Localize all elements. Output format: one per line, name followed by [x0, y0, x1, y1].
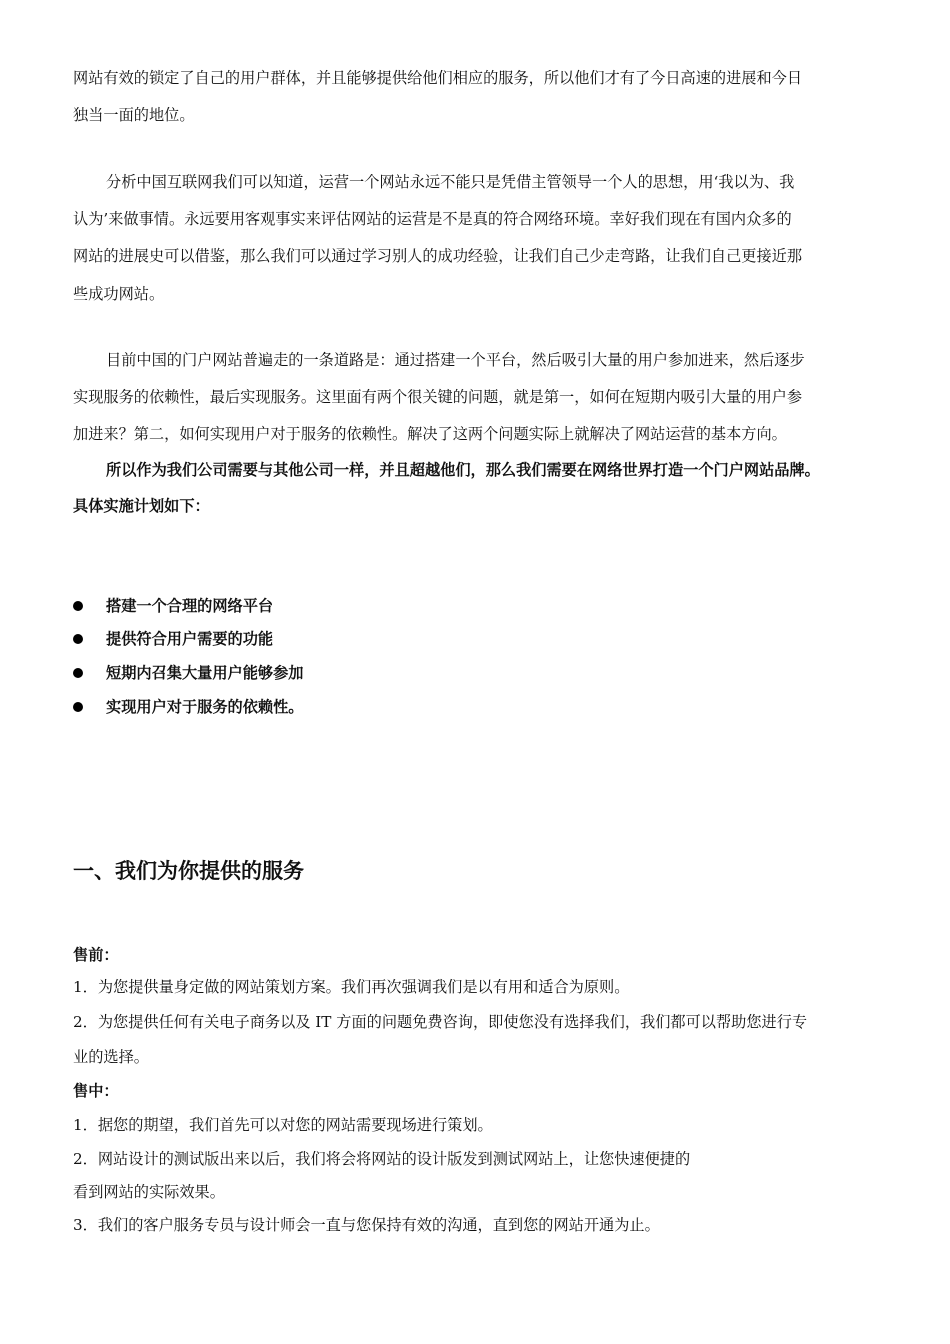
- intro-paragraph-2-line-2: 认为’来做事情。永远要用客观事实来评估网站的运营是不是真的符合网络环境。幸好我们现在有国内众多的: [73, 210, 792, 228]
- plan-list-item-text: 提供符合用户需要的功能: [106, 630, 274, 648]
- plan-list-item-text: 短期内召集大量用户能够参加: [106, 664, 304, 682]
- intro-paragraph-2-line-4: 些成功网站。: [73, 285, 165, 303]
- bullet-icon: [73, 668, 83, 678]
- insale-label: 售中：: [73, 1082, 119, 1100]
- presale-label: 售前：: [73, 946, 119, 964]
- bullet-icon: [73, 634, 83, 644]
- plan-list-item: [73, 629, 573, 651]
- insale-item-2-line-1: 2．网站设计的测试版出来以后，我们将会将网站的设计版发到测试网站上，让您快速便捷的: [73, 1150, 691, 1168]
- plan-list-item: [73, 596, 573, 618]
- intro-paragraph-1-line-2: 独当一面的地位。: [73, 106, 195, 124]
- intro-paragraph-3-line-1: 目前中国的门户网站普遍走的一条道路是：通过搭建一个平台，然后吸引大量的用户参加进来，然后逐步: [106, 351, 805, 369]
- plan-list-item: [73, 697, 573, 719]
- intro-paragraph-1-line-1: 网站有效的锁定了自己的用户群体，并且能够提供给他们相应的服务，所以他们才有了今日高速的进展和今日: [73, 69, 802, 87]
- plan-list-item-text: 实现用户对于服务的依赖性。: [106, 698, 304, 716]
- insale-item-3: 3．我们的客户服务专员与设计师会一直与您保持有效的沟通，直到您的网站开通为止。: [73, 1216, 660, 1234]
- presale-item-2-line-2: 业的选择。: [73, 1048, 149, 1066]
- plan-statement-line-1: 所以作为我们公司需要与其他公司一样，并且超越他们，那么我们需要在网络世界打造一个门户网站品牌。: [106, 461, 820, 479]
- intro-paragraph-2-line-1: 分析中国互联网我们可以知道，运营一个网站永远不能只是凭借主管领导一个人的思想，用‘我以为、我: [106, 173, 795, 191]
- section-heading: 一、我们为你提供的服务: [73, 859, 304, 883]
- insale-item-2-line-2: 看到网站的实际效果。: [73, 1183, 225, 1201]
- intro-paragraph-2-line-3: 网站的进展史可以借鉴，那么我们可以通过学习别人的成功经验，让我们自己少走弯路，让我们自己更接近那: [73, 247, 802, 265]
- bullet-icon: [73, 702, 83, 712]
- bullet-icon: [73, 601, 83, 611]
- plan-list-item-text: 搭建一个合理的网络平台: [106, 597, 274, 615]
- presale-item-1: 1．为您提供量身定做的网站策划方案。我们再次强调我们是以有用和适合为原则。: [73, 978, 630, 996]
- plan-statement-line-2: 具体实施计划如下：: [73, 497, 210, 515]
- plan-list-item: [73, 663, 573, 685]
- presale-item-2-line-1: 2．为您提供任何有关电子商务以及 IT 方面的问题免费咨询，即使您没有选择我们，我们都可以帮助您进行专: [73, 1013, 808, 1031]
- intro-paragraph-3-line-2: 实现服务的依赖性，最后实现服务。这里面有两个很关键的问题，就是第一，如何在短期内吸引大量的用户参: [73, 388, 802, 406]
- intro-paragraph-3-line-3: 加进来？第二，如何实现用户对于服务的依赖性。解决了这两个问题实际上就解决了网站运营的基本方向。: [73, 425, 787, 443]
- insale-item-1: 1．据您的期望，我们首先可以对您的网站需要现场进行策划。: [73, 1116, 493, 1134]
